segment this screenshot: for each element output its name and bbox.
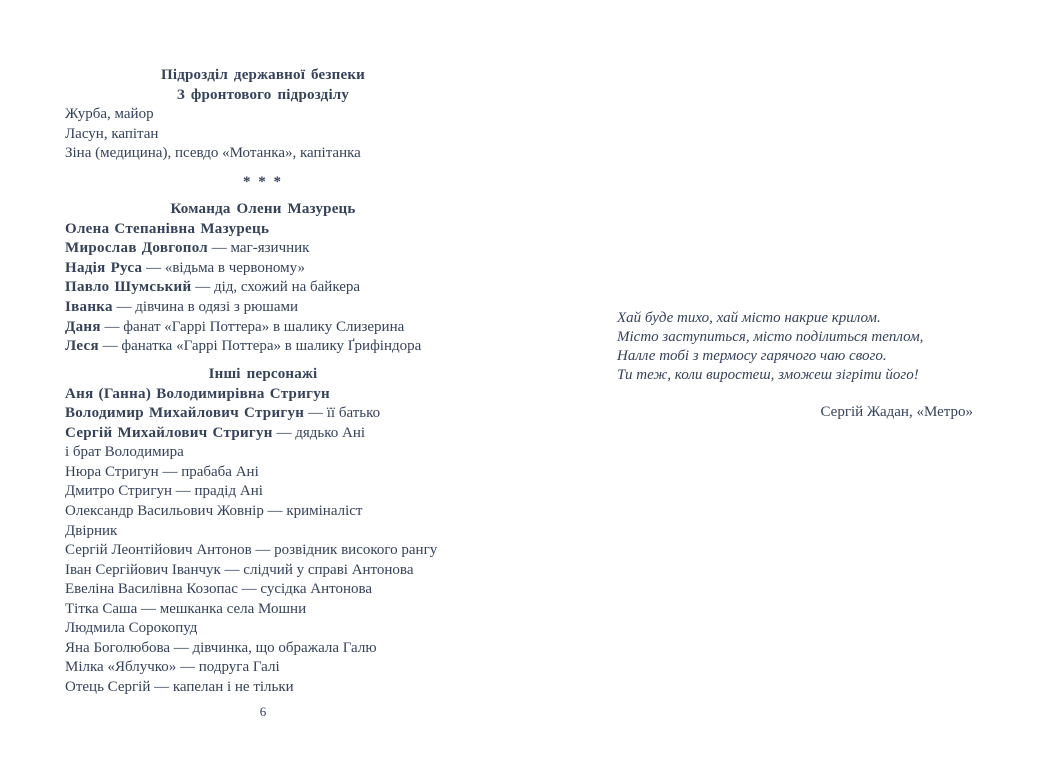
character-description: — дівчина в одязі з рюшами bbox=[112, 299, 298, 316]
character-line bbox=[65, 678, 461, 698]
character-line bbox=[65, 541, 461, 561]
character-name: Аня (Ганна) Володимирівна Стригун bbox=[65, 385, 330, 402]
character-name: Володимир Михайлович Стригун bbox=[65, 405, 305, 422]
character-line bbox=[65, 278, 461, 298]
section-heading-team: Команда Олени Мазурець bbox=[170, 201, 356, 218]
character-line bbox=[65, 522, 461, 542]
character-description: Олександр Васильович Жовнір — криміналіст bbox=[65, 502, 363, 519]
character-line bbox=[65, 337, 461, 357]
epigraph-line: Налле тобі з термосу гарячого чаю свого. bbox=[617, 348, 887, 364]
character-description: Людмила Сорокопуд bbox=[65, 620, 198, 637]
character-description: Зіна (медицина), псевдо «Мотанка», капітанка bbox=[65, 145, 361, 162]
character-description: Нюра Стригун — прабаба Ані bbox=[65, 463, 259, 480]
section-heading-security-1: Підрозділ державної безпеки bbox=[160, 67, 366, 83]
section-separator-stars: * * * bbox=[243, 173, 283, 190]
character-list-other bbox=[65, 385, 461, 698]
character-description: Ласун, капітан bbox=[65, 125, 159, 142]
character-list-team bbox=[65, 220, 461, 357]
character-line bbox=[65, 482, 461, 502]
epigraph-line: Ти теж, коли виростеш, зможеш зігріти його! bbox=[617, 367, 919, 383]
character-name: Сергій Михайлович Стригун bbox=[65, 424, 273, 441]
character-line bbox=[65, 105, 461, 125]
character-name: Надія Руса bbox=[65, 259, 143, 276]
character-description: Мілка «Яблучко» — подруга Галі bbox=[65, 659, 280, 676]
character-line bbox=[65, 404, 461, 424]
section-other bbox=[65, 365, 461, 697]
character-description: Тітка Саша — мешканка села Мошни bbox=[65, 600, 307, 617]
character-line bbox=[65, 239, 461, 259]
character-line bbox=[65, 639, 461, 659]
character-line bbox=[65, 580, 461, 600]
character-name: Олена Степанівна Мазурець bbox=[65, 220, 270, 237]
character-line bbox=[65, 298, 461, 318]
character-name: Іванка bbox=[65, 299, 113, 316]
character-line bbox=[65, 658, 461, 678]
character-line bbox=[65, 220, 461, 240]
epigraph-attribution: Сергій Жадан, «Метро» bbox=[820, 404, 973, 420]
character-name: Павло Шумський bbox=[65, 279, 192, 296]
character-list-security bbox=[65, 105, 461, 164]
character-line bbox=[65, 443, 461, 463]
section-heading-other: Інші персонажі bbox=[208, 366, 318, 383]
epigraph-line: Хай буде тихо, хай місто накрие крилом. bbox=[617, 310, 881, 326]
epigraph bbox=[617, 309, 973, 385]
character-description: — фанат «Гаррі Поттера» в шалику Слизерина bbox=[100, 318, 405, 335]
epigraph-line: Місто заступиться, місто поділиться теплом, bbox=[617, 329, 924, 345]
character-line bbox=[65, 600, 461, 620]
character-line bbox=[65, 125, 461, 145]
character-line bbox=[65, 463, 461, 483]
character-description: Іван Сергійович Іванчук — слідчий у справі Антонова bbox=[65, 561, 414, 578]
character-description: Сергій Леонтійович Антонов — розвідник високого рангу bbox=[65, 542, 438, 559]
section-security bbox=[65, 66, 461, 164]
character-name: Мирослав Довгопол bbox=[65, 240, 209, 257]
character-description: Евеліна Василівна Козопас — сусідка Антонова bbox=[65, 581, 373, 598]
character-line bbox=[65, 259, 461, 279]
character-description: Отець Сергій — капелан і не тільки bbox=[65, 678, 294, 695]
character-line bbox=[65, 424, 461, 444]
character-description: Яна Боголюбова — дівчинка, що ображала Галю bbox=[65, 639, 377, 656]
character-line bbox=[65, 619, 461, 639]
character-description: — маг-язичник bbox=[208, 240, 310, 257]
character-line bbox=[65, 144, 461, 164]
character-description: — «відьма в червоному» bbox=[142, 259, 305, 276]
page-right bbox=[617, 309, 973, 422]
character-description: — дід, схожий на байкера bbox=[191, 279, 361, 296]
character-description: — її батько bbox=[304, 405, 381, 422]
character-description: — дядько Ані bbox=[272, 424, 366, 441]
character-description: — фанатка «Гаррі Поттера» в шалику Ґрифіндора bbox=[98, 338, 422, 355]
character-name: Даня bbox=[65, 318, 101, 335]
character-line bbox=[65, 561, 461, 581]
character-line bbox=[65, 385, 461, 405]
character-description: і брат Володимира bbox=[65, 444, 184, 461]
character-description: Двірник bbox=[65, 522, 118, 539]
character-line bbox=[65, 502, 461, 522]
character-line bbox=[65, 318, 461, 338]
page-left bbox=[65, 66, 461, 697]
character-description: Журба, майор bbox=[65, 106, 154, 123]
section-team bbox=[65, 200, 461, 356]
character-name: Леся bbox=[65, 338, 99, 355]
character-description: Дмитро Стригун — прадід Ані bbox=[65, 483, 263, 500]
page-number: 6 bbox=[259, 704, 267, 719]
section-heading-security-2: З фронтового підрозділу bbox=[176, 86, 350, 103]
